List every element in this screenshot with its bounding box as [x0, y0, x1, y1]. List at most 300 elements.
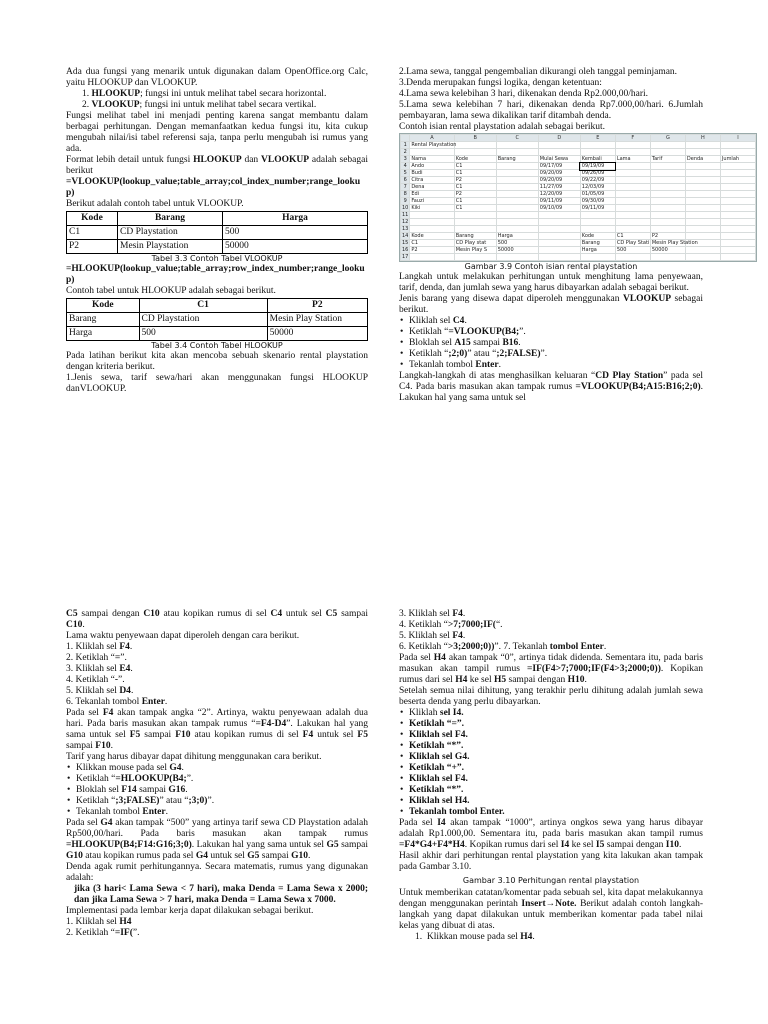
sheet-row-number: 14	[402, 233, 409, 239]
sheet-cell: 09/26/09	[580, 170, 615, 177]
criteria-3: 3.Denda merupakan fungsi logika, dengan ketentuan:	[399, 78, 602, 88]
paragraph-lama-waktu: Lama waktu penyewaan dapat diperoleh dengan cara berikut.	[66, 631, 300, 641]
sheet-cell	[615, 226, 650, 233]
table-cell: CD Playstation	[118, 226, 223, 240]
sheet-cell	[650, 219, 685, 226]
sheet-cell	[538, 149, 580, 156]
sheet-row	[401, 254, 756, 261]
sheet-cell	[410, 149, 454, 156]
hlookup-syntax: =HLOOKUP(lookup_value;table_array;row_index_number;range_lookup)	[66, 264, 365, 285]
sheet-row-number: 3	[401, 156, 410, 163]
paragraph-implementasi: Implementasi pada lembar kerja dapat dilakukan sebagai berikut.	[66, 906, 314, 916]
sheet-cell	[496, 191, 538, 198]
sheet-cell	[650, 212, 685, 219]
bottom-right-column	[399, 609, 703, 943]
sheet-cell	[685, 233, 720, 240]
list-item: 2. Ketiklah “=”.	[66, 653, 127, 663]
sheet-cell: P2	[454, 177, 496, 184]
sheet-cell	[720, 177, 755, 184]
list-item: • Tekanlah tombol Enter.	[409, 360, 703, 371]
sheet-cell	[685, 163, 720, 170]
sheet-cell	[454, 142, 496, 149]
sheet-cell	[720, 163, 755, 170]
sheet-row	[401, 247, 756, 254]
top-right-column	[399, 67, 740, 404]
sheet-cell	[538, 219, 580, 226]
list-item: • Ketiklah “*”.	[409, 785, 703, 796]
sheet-cell: C1	[615, 233, 650, 240]
sheet-cell	[615, 198, 650, 205]
hlookup-example-table	[66, 298, 368, 341]
spreadsheet-figure	[399, 133, 757, 262]
sheet-cell	[685, 142, 720, 149]
list-item: • Tekanlah tombol Enter.	[409, 807, 703, 818]
sheet-column-header	[401, 135, 410, 142]
list-item: • Ketiklah “;3;FALSE)” atau “;3;0)”.	[76, 796, 368, 807]
sheet-cell: 12/20/09	[538, 191, 580, 198]
list-item: 6. Ketiklah “>3;2000;0))”. 7. Tekanlah tombol Enter.	[399, 642, 607, 652]
sheet-row-number: 7	[401, 184, 410, 191]
list-item: • Kliklah sel G4.	[409, 752, 703, 763]
sheet-intro: Contoh isian rental playstation adalah sebagai berikut.	[399, 122, 606, 132]
list-item: 5. Kliklah sel D4.	[66, 686, 134, 696]
sheet-row-number: 17	[402, 254, 409, 260]
sheet-column-header: F	[615, 135, 650, 142]
sheet-cell	[650, 184, 685, 191]
sheet-cell	[720, 226, 755, 233]
criteria-5-6: 5.Lama sewa kelebihan 7 hari, dikenakan denda Rp7.000,00/hari. 6.Jumlah pembayaran, lama sewa dikalikan tarif ditambah denda.	[399, 100, 703, 121]
sheet-cell	[685, 247, 720, 254]
sheet-cell	[650, 205, 685, 212]
paragraph-jumlah: Setelah semua nilai dihitung, yang terakhir perlu dihitung adalah jumlah sewa beserta denda yang perlu dibayarkan.	[399, 686, 703, 707]
table-cell: 500	[139, 327, 267, 341]
sheet-cell	[685, 191, 720, 198]
denda-rule: jika (3 hari< Lama Sewa < 7 hari), maka Denda = Lama Sewa x 2000; dan jika Lama Sewa > 7 hari, maka Denda = Lama Sewa x 7000.	[74, 884, 368, 905]
sheet-row-number: 10	[402, 205, 409, 211]
sheet-cell	[538, 212, 580, 219]
sheet-cell: Kiki	[410, 205, 454, 212]
sheet-cell	[496, 219, 538, 226]
sheet-row-number: 11	[402, 212, 409, 218]
sheet-cell	[454, 212, 496, 219]
sheet-row	[401, 212, 756, 219]
sheet-cell	[538, 226, 580, 233]
list-item: • Ketiklah “=HLOOKUP(B4;”.	[76, 774, 368, 785]
sheet-cell: CD Play Stati	[616, 240, 650, 246]
sheet-cell	[496, 177, 538, 184]
sheet-cell: C1	[454, 184, 496, 191]
sheet-cell	[650, 149, 685, 156]
sheet-column-header: D	[538, 135, 580, 142]
vlookup-steps-list	[399, 316, 703, 371]
sheet-cell: 09/11/09	[580, 205, 615, 212]
list-item: • Ketiklah “+”.	[409, 763, 703, 774]
sheet-cell	[580, 212, 615, 219]
sheet-cell	[685, 198, 720, 205]
sheet-cell: Jumlah	[720, 156, 755, 163]
sheet-cell	[650, 170, 685, 177]
sheet-cell: Budi	[410, 170, 454, 177]
sheet-cell: 11/27/09	[538, 184, 580, 191]
sheet-cell: 09/30/09	[580, 198, 615, 205]
table-cell: Mesin Play Station	[267, 313, 367, 327]
sheet-cell: 09/22/09	[580, 177, 615, 184]
sheet-cell	[496, 184, 538, 191]
sheet-cell: Barang	[454, 233, 496, 240]
table-header-row	[67, 212, 368, 226]
sheet-cell: P2	[410, 247, 454, 254]
table-header: P2	[267, 299, 367, 313]
sheet-cell	[720, 240, 755, 247]
sheet-row	[401, 142, 756, 149]
paragraph-comment: Untuk memberikan catatan/komentar pada sebuah sel, kita dapat melakukannya dengan menggunakan perintah Insert→Note. Berikut adalah contoh langkah-langkah yang dapat dilakukan untuk memberikan komentar pada tabel nilai kelas yang dibuat di atas.	[399, 888, 703, 931]
sheet-cell	[650, 198, 685, 205]
table-cell: P2	[67, 240, 118, 254]
table-header: Barang	[118, 212, 223, 226]
table-cell: Barang	[67, 313, 140, 327]
criteria-4: 4.Lama sewa kelebihan 3 hari, dikenakan denda Rp2.000,00/hari.	[399, 89, 649, 99]
sheet-row	[401, 191, 756, 198]
sheet-cell	[410, 226, 454, 233]
bottom-left-column	[66, 609, 368, 939]
list-item: 1. Kliklah sel F4.	[66, 642, 133, 652]
sheet-cell	[685, 212, 720, 219]
sheet-row-number: 8	[401, 191, 410, 198]
sheet-cell: Nama	[410, 156, 454, 163]
hlookup-steps-list	[66, 763, 368, 818]
sheet-cell: Mesin Play Station	[651, 240, 698, 246]
paragraph-result: Langkah-langkah di atas menghasilkan keluaran “CD Play Station” pada sel C4. Pada baris masukan akan tampak rumus =VLOOKUP(B4;A15:B16;2;0). Lakukan hal yang sama untuk sel	[399, 371, 703, 403]
sheet-column-header: H	[685, 135, 720, 142]
sheet-cell	[538, 240, 580, 247]
sheet-cell	[685, 184, 720, 191]
paragraph-h4-result: Pada sel H4 akan tampak “0”, artinya tidak didenda. Sementara itu, pada baris masukan akan tampil rumus =IF(F4>7;7000;IF(F4>3;2000;0)). Kopikan rumus dari sel H4 ke sel H5 sampai dengan H10.	[399, 653, 704, 685]
sheet-column-header: C	[496, 135, 538, 142]
table-row	[67, 327, 368, 341]
sheet-cell	[685, 149, 720, 156]
sheet-cell	[685, 219, 720, 226]
table-cell: C1	[67, 226, 118, 240]
sheet-row	[401, 156, 756, 163]
sheet-cell	[685, 254, 720, 261]
sheet-row	[401, 240, 756, 247]
sheet-row	[401, 205, 756, 212]
sheet-cell: Kode	[410, 233, 454, 240]
table-row	[67, 240, 368, 254]
lama-steps	[66, 642, 368, 708]
sheet-cell	[650, 142, 685, 149]
sheet-cell	[720, 184, 755, 191]
sheet-row-number: 9	[401, 198, 410, 205]
sheet-cell	[615, 254, 650, 261]
sheet-cell: 50000	[496, 247, 538, 254]
caption-table-3-4: Tabel 3.4 Contoh Tabel HLOOKUP	[151, 341, 283, 350]
sheet-column-header: G	[650, 135, 685, 142]
sheet-cell: 09/17/09	[538, 163, 580, 170]
sheet-cell	[496, 212, 538, 219]
paragraph-tarif: Tarif yang harus dibayar dapat dihitung menggunakan cara berikut.	[66, 752, 322, 762]
list-item: • Kliklah sel F4.	[409, 774, 703, 785]
sheet-cell: Dena	[410, 184, 454, 191]
list-item: • Bloklah sel A15 sampai B16.	[409, 338, 703, 349]
spreadsheet-grid	[400, 134, 756, 261]
sheet-row	[401, 233, 756, 240]
sheet-row-number: 5	[401, 170, 410, 177]
list-item: • Ketiklah “=”.	[409, 719, 703, 730]
sheet-cell	[454, 226, 496, 233]
criteria-2: 2.Lama sewa, tanggal pengembalian dikurangi oleh tanggal peminjaman.	[399, 67, 678, 77]
sheet-cell	[615, 149, 650, 156]
paragraph-hasil: Hasil akhir dari perhitungan rental playstation yang kita lakukan akan tampak pada Gambar 3.10.	[399, 851, 703, 872]
sheet-cell: Kembali	[580, 156, 615, 163]
table-header-row	[67, 299, 368, 313]
list-item: 3. Kliklah sel E4.	[66, 664, 133, 674]
paragraph-steps-intro: Langkah untuk melakukan perhitungan untuk menghitung lama penyewaan, tarif, denda, dan jumlah sewa yang harus dibayarkan adalah sebagai berikut.	[399, 272, 703, 293]
sheet-cell: Ando	[410, 163, 454, 170]
sheet-column-header: I	[720, 135, 755, 142]
sheet-cell	[580, 149, 615, 156]
list-item-hlookup: 1. HLOOKUP; fungsi ini untuk melihat tabel secara horizontal.	[82, 89, 327, 99]
sheet-cell	[615, 184, 650, 191]
sheet-cell: Edi	[410, 191, 454, 198]
sheet-cell	[496, 142, 538, 149]
sheet-cell	[720, 205, 755, 212]
sheet-cell: C1	[454, 170, 496, 177]
sheet-cell	[685, 205, 720, 212]
sheet-cell	[496, 163, 538, 170]
sheet-row	[401, 177, 756, 184]
list-item: 4. Ketiklah “-”.	[66, 675, 125, 685]
sheet-cell	[580, 219, 615, 226]
sheet-cell: C1	[454, 163, 496, 170]
sheet-cell: P2	[650, 233, 685, 240]
sheet-row-number: 4	[401, 163, 410, 170]
list-item: 4. Ketiklah “>7;7000;IF(“.	[399, 620, 503, 630]
sheet-cell	[720, 233, 755, 240]
sheet-cell	[720, 170, 755, 177]
sheet-cell: Tarif	[650, 156, 685, 163]
sheet-cell: 09/19/09	[580, 163, 615, 170]
sheet-row	[401, 198, 756, 205]
sheet-cell: C1	[410, 240, 454, 247]
sheet-cell: CD Play stat	[454, 240, 496, 247]
sheet-cell: 09/11/09	[538, 198, 580, 205]
sheet-cell: Barang	[496, 156, 538, 163]
list-item: 1. Klikkan mouse pada sel H4.	[415, 932, 535, 942]
sheet-row-number: 6	[401, 177, 410, 184]
sheet-row	[401, 170, 756, 177]
sheet-cell	[496, 149, 538, 156]
sheet-row-number: 15	[402, 240, 409, 246]
sheet-cell	[580, 226, 615, 233]
list-item: 1. Kliklah sel H4	[66, 917, 132, 927]
intro-paragraph: Ada dua fungsi yang menarik untuk digunakan dalam OpenOffice.org Calc, yaitu HLOOKUP dan VLOOKUP.	[66, 67, 368, 88]
sheet-cell	[496, 254, 538, 261]
sheet-cell: 01/05/09	[580, 191, 615, 198]
sheet-cell: 500	[615, 247, 650, 254]
table-cell: 50000	[267, 327, 367, 341]
sheet-cell: Mulai Sewa	[538, 156, 580, 163]
sheet-row	[401, 219, 756, 226]
list-item: • Kliklah sel F4.	[409, 730, 703, 741]
sheet-cell: 09/20/09	[538, 177, 580, 184]
sheet-column-header: A	[410, 135, 454, 142]
sheet-cell	[615, 177, 650, 184]
paragraph-f4-result: Pada sel F4 akan tampak angka “2”. Artinya, waktu penyewaan adalah dua hari. Pada baris masukan akan tampak rumus “=F4-D4”. Lakukan hal yang sama untuk sel F5 sampai F10 atau kopikan rumus di sel F4 untuk sel F5 sampai F10.	[66, 708, 368, 751]
table-cell: Mesin Playstation	[118, 240, 223, 254]
sheet-cell	[720, 198, 755, 205]
sheet-cell	[410, 219, 454, 226]
list-item: • Ketiklah “*”.	[409, 741, 703, 752]
sheet-cell	[685, 170, 720, 177]
sheet-cell: 12/03/09	[580, 184, 615, 191]
sheet-row	[401, 163, 756, 170]
list-item: • Klikkan mouse pada sel G4.	[76, 763, 368, 774]
sheet-cell: Barang	[580, 240, 615, 247]
sheet-cell	[454, 254, 496, 261]
sheet-cell	[538, 142, 580, 149]
list-item: • Kliklah sel C4.	[409, 316, 703, 327]
sheet-cell	[496, 198, 538, 205]
sheet-cell	[496, 170, 538, 177]
sheet-cell	[615, 163, 650, 170]
sheet-cell	[410, 254, 454, 261]
sheet-row-number: 13	[402, 226, 409, 232]
sheet-cell: Rental Playstation	[411, 142, 457, 148]
sheet-cell	[538, 254, 580, 261]
sheet-cell: 500	[496, 240, 538, 247]
sheet-cell: P2	[454, 191, 496, 198]
paragraph-criteria-1: 1.Jenis sewa, tarif sewa/hari akan menggunakan fungsi HLOOKUP danVLOOKUP.	[66, 373, 368, 394]
jumlah-steps-list	[399, 708, 703, 818]
sheet-cell: Kode	[580, 233, 615, 240]
sheet-cell	[650, 191, 685, 198]
sheet-cell	[615, 191, 650, 198]
table-header: C1	[139, 299, 267, 313]
sheet-row-number: 16	[402, 247, 409, 253]
sheet-cell	[650, 177, 685, 184]
list-item: • Kliklah sel H4.	[409, 796, 703, 807]
sheet-cell	[720, 212, 755, 219]
sheet-cell	[538, 247, 580, 254]
table-cell: 500	[223, 226, 368, 240]
sheet-cell	[650, 163, 685, 170]
paragraph-usefulness: Fungsi melihat tabel ini menjadi penting karena sangat membantu dalam berbagai perhitungan. Dengan memanfaatkan kedua fungsi itu, kita cukup mengubah nilai/isi tabel referensi saja, tanpa perlu mengubah isi rumus yang ada.	[66, 111, 368, 154]
sheet-cell	[538, 233, 580, 240]
sheet-cell: Fauzi	[410, 198, 454, 205]
sheet-cell: 09/10/09	[538, 205, 580, 212]
paragraph-copy-c: C5 sampai dengan C10 atau kopikan rumus di sel C4 untuk sel C5 sampai C10.	[66, 609, 368, 630]
sheet-cell	[454, 219, 496, 226]
paragraph-i4-result: Pada sel I4 akan tampak “1000”, artinya ongkos sewa yang harus dibayar adalah Rp1.000,00. Sementara itu, pada baris masukan akan tampil rumus =F4*G4+F4*H4. Kopikan rumus dari sel I4 ke sel I5 sampai dengan I10.	[399, 818, 703, 850]
paragraph-format: Format lebih detail untuk fungsi HLOOKUP dan VLOOKUP adalah sebagai berikut	[66, 155, 368, 176]
sheet-cell	[650, 254, 685, 261]
sheet-cell	[580, 254, 615, 261]
sheet-cell: Harga	[580, 247, 615, 254]
sheet-row	[401, 184, 756, 191]
sheet-row-number: 1	[401, 142, 410, 149]
paragraph-denda: Denda agak rumit perhitungannya. Secara matematis, rumus yang digunakan adalah:	[66, 862, 368, 883]
sheet-cell: Citra	[410, 177, 454, 184]
sheet-column-header-row	[401, 135, 756, 142]
sheet-cell	[685, 226, 720, 233]
sheet-column-header: B	[454, 135, 496, 142]
sheet-cell	[685, 177, 720, 184]
sheet-cell: Kode	[454, 156, 496, 163]
table-row	[67, 226, 368, 240]
sheet-cell	[496, 205, 538, 212]
caption-table-3-3: Tabel 3.3 Contoh Tabel VLOOKUP	[151, 254, 283, 263]
sheet-cell	[496, 226, 538, 233]
table-header: Kode	[67, 212, 118, 226]
sheet-cell	[720, 149, 755, 156]
sheet-row-number: 2	[401, 149, 410, 156]
sheet-cell	[720, 142, 755, 149]
paragraph-jenis-barang: Jenis barang yang disewa dapat diperoleh menggunakan VLOOKUP sebagai berikut.	[399, 294, 703, 315]
sheet-cell	[454, 149, 496, 156]
sheet-cell	[720, 247, 755, 254]
vlookup-intro: Berikut adalah contoh tabel untuk VLOOKUP.	[66, 199, 244, 209]
sheet-cell	[720, 191, 755, 198]
paragraph-g4-result: Pada sel G4 akan tampak “500” yang artinya tarif sewa CD Playstation adalah Rp500,00/hari. Pada baris masukan akan tampak rumus =HLOOKUP(B4;F14:G16;3;0). Lakukan hal yang sama untuk sel G5 sampai G10 atau kopikan rumus pada sel G4 untuk sel G5 sampai G10.	[66, 818, 368, 861]
sheet-cell	[615, 142, 650, 149]
sheet-cell	[720, 254, 755, 261]
list-item: • Bloklah sel F14 sampai G16.	[76, 785, 368, 796]
caption-figure-3-9: Gambar 3.9 Contoh isian rental playstation	[464, 262, 638, 271]
list-item: • Kliklah sel I4.	[409, 708, 703, 719]
list-item: • Ketiklah “=VLOOKUP(B4;”.	[409, 327, 703, 338]
sheet-cell	[615, 219, 650, 226]
table-row	[67, 313, 368, 327]
table-cell: CD Playstation	[139, 313, 267, 327]
vlookup-example-table	[66, 211, 368, 254]
sheet-cell: C1	[454, 198, 496, 205]
caption-figure-3-10: Gambar 3.10 Perhitungan rental playstation	[462, 876, 640, 885]
table-cell: 50000	[223, 240, 368, 254]
sheet-row-number: 12	[402, 219, 409, 225]
list-item: 3. Kliklah sel F4.	[399, 609, 466, 619]
sheet-cell: Denda	[685, 156, 720, 163]
list-item: • Ketiklah “;2;0)” atau “;2;FALSE)”.	[409, 349, 703, 360]
list-item: 6. Tekanlah tombol Enter.	[66, 697, 168, 707]
hlookup-intro: Contoh tabel untuk HLOOKUP adalah sebagai berikut.	[66, 286, 276, 296]
sheet-cell	[650, 226, 685, 233]
list-item: 5. Kliklah sel F4.	[399, 631, 466, 641]
sheet-cell: 09/20/09	[538, 170, 580, 177]
sheet-cell	[410, 212, 454, 219]
list-item: • Tekanlah tombol Enter.	[76, 807, 368, 818]
list-item: 2. Ketiklah “=IF(”.	[66, 928, 140, 938]
table-cell: Harga	[67, 327, 140, 341]
vlookup-syntax: =VLOOKUP(lookup_value;table_array;col_index_number;range_lookup)	[66, 177, 361, 198]
sheet-cell	[720, 219, 755, 226]
paragraph-scenario: Pada latihan berikut kita akan mencoba sebuah skenario rental playstation dengan kriteria berikut.	[66, 351, 368, 372]
sheet-cell: 50000	[650, 247, 685, 254]
sheet-cell	[615, 205, 650, 212]
table-header: Kode	[67, 299, 140, 313]
sheet-cell: Lama	[615, 156, 650, 163]
table-header: Harga	[223, 212, 368, 226]
sheet-row	[401, 149, 756, 156]
top-left-column	[66, 67, 368, 395]
sheet-cell	[615, 212, 650, 219]
sheet-cell: Mesin Play S	[454, 247, 496, 254]
sheet-cell: C1	[454, 205, 496, 212]
list-item-vlookup: 2. VLOOKUP; fungsi ini untuk melihat tabel secara vertikal.	[82, 100, 317, 110]
sheet-row	[401, 226, 756, 233]
sheet-cell	[580, 142, 615, 149]
sheet-column-header: E	[580, 135, 615, 142]
